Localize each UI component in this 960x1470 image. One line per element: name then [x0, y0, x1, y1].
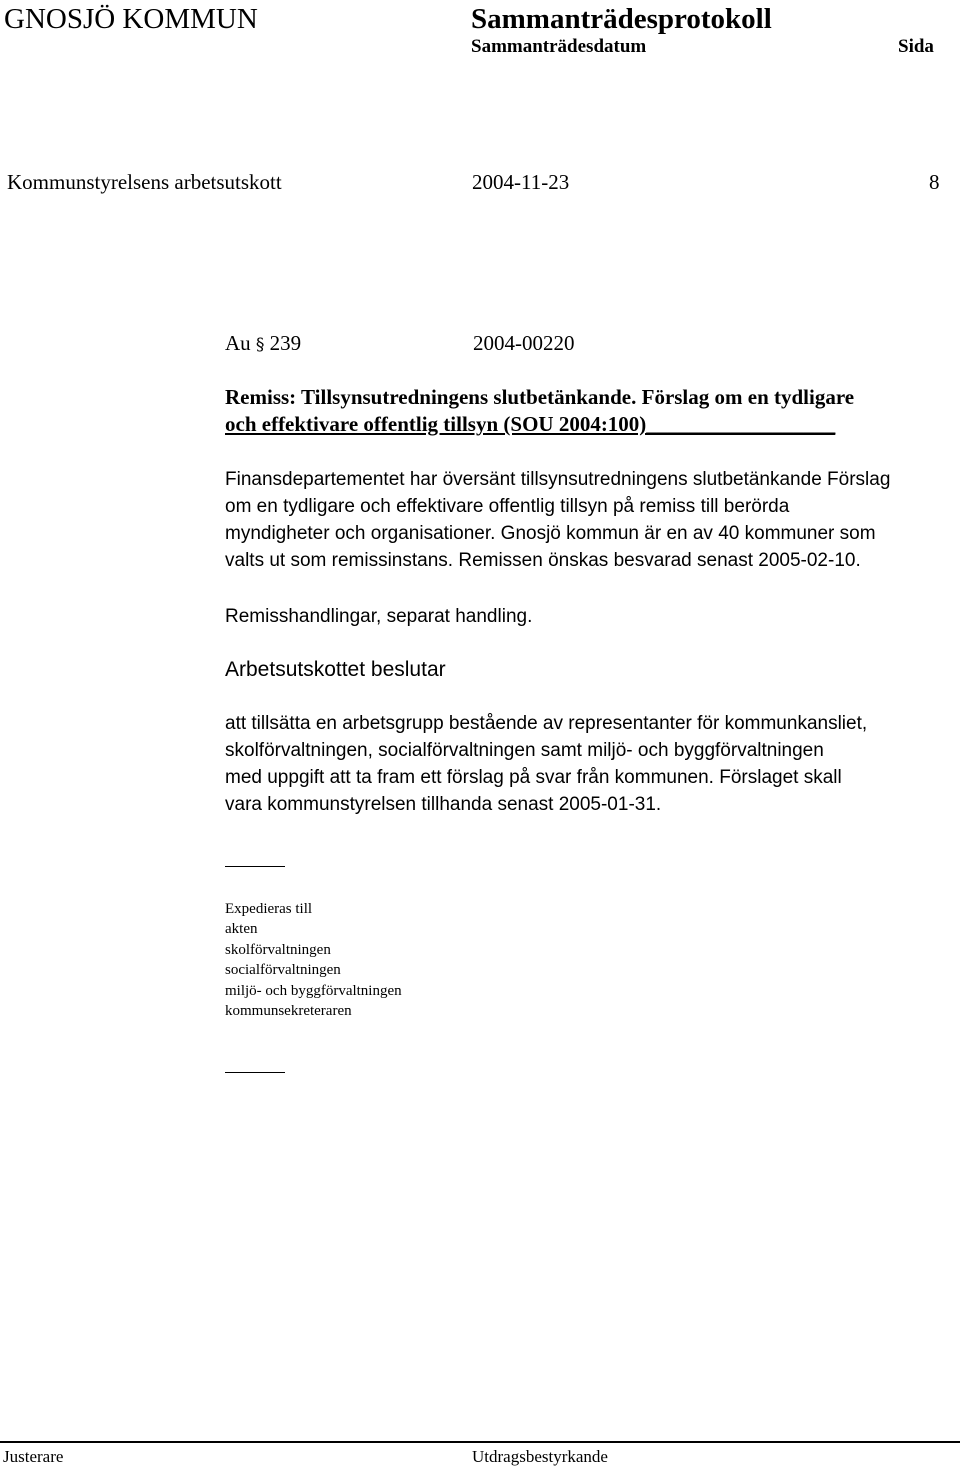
distribution-item: skolförvaltningen	[225, 941, 331, 958]
footer-rule	[0, 1441, 960, 1443]
decision-line: vara kommunstyrelsen tillhanda senast 2005-01-31.	[225, 794, 662, 815]
meeting-date: 2004-11-23	[472, 170, 570, 194]
decision-line: att tillsätta en arbetsgrupp bestående av representanter för kommunkansliet,	[225, 713, 868, 734]
distribution-heading: Expedieras till	[225, 901, 313, 917]
section-sign: §	[255, 335, 265, 355]
meeting-date-label: Sammanträdesdatum	[471, 36, 647, 57]
distribution-list	[225, 899, 402, 1021]
distribution-item: kommunsekreteraren	[225, 1003, 352, 1020]
enclosure-note: Remisshandlingar, separat handling.	[225, 606, 533, 627]
distribution-item: miljö- och byggförvaltningen	[225, 982, 402, 999]
intro-line: Finansdepartementet har översänt tillsynsutredningens slutbetänkande Förslag	[225, 469, 891, 490]
case-number: 2004-00220	[473, 331, 575, 355]
item-heading-line-2: och effektivare offentlig tillsyn (SOU 2004:100)__________________	[225, 412, 836, 436]
separator-rule	[225, 866, 285, 867]
intro-paragraph	[225, 466, 960, 574]
footer-justerare: Justerare	[3, 1447, 64, 1466]
item-heading	[225, 384, 960, 438]
intro-line: myndigheter och organisationer. Gnosjö kommun är en av 40 kommuner som	[225, 523, 876, 544]
intro-line: om en tydligare och effektivare offentlig tillsyn på remiss till berörda	[225, 496, 790, 517]
committee-name: Kommunstyrelsens arbetsutskott	[7, 170, 282, 194]
decision-paragraph	[225, 710, 960, 818]
paragraph-value: 239	[269, 331, 302, 355]
decision-line: skolförvaltningen, socialförvaltningen samt miljö- och byggförvaltningen	[225, 740, 824, 761]
footer-utdragsbestyrkande: Utdragsbestyrkande	[472, 1447, 608, 1466]
page-label: Sida	[898, 36, 934, 57]
decision-line: med uppgift att ta fram ett förslag på svar från kommunen. Förslaget skall	[225, 767, 842, 788]
document-title: Sammanträdesprotokoll	[471, 3, 772, 35]
organization-name: GNOSJÖ KOMMUN	[4, 3, 258, 35]
paragraph-prefix: Au	[225, 331, 251, 355]
item-heading-line-1: Remiss: Tillsynsutredningens slutbetänkande. Förslag om en tydligare	[225, 385, 855, 409]
paragraph-number	[225, 331, 301, 357]
distribution-item: akten	[225, 921, 258, 938]
separator-rule	[225, 1072, 285, 1073]
distribution-item: socialförvaltningen	[225, 962, 341, 979]
decision-heading: Arbetsutskottet beslutar	[225, 658, 446, 681]
intro-line: valts ut som remissinstans. Remissen önskas besvarad senast 2005-02-10.	[225, 550, 861, 571]
page-number: 8	[929, 170, 940, 194]
